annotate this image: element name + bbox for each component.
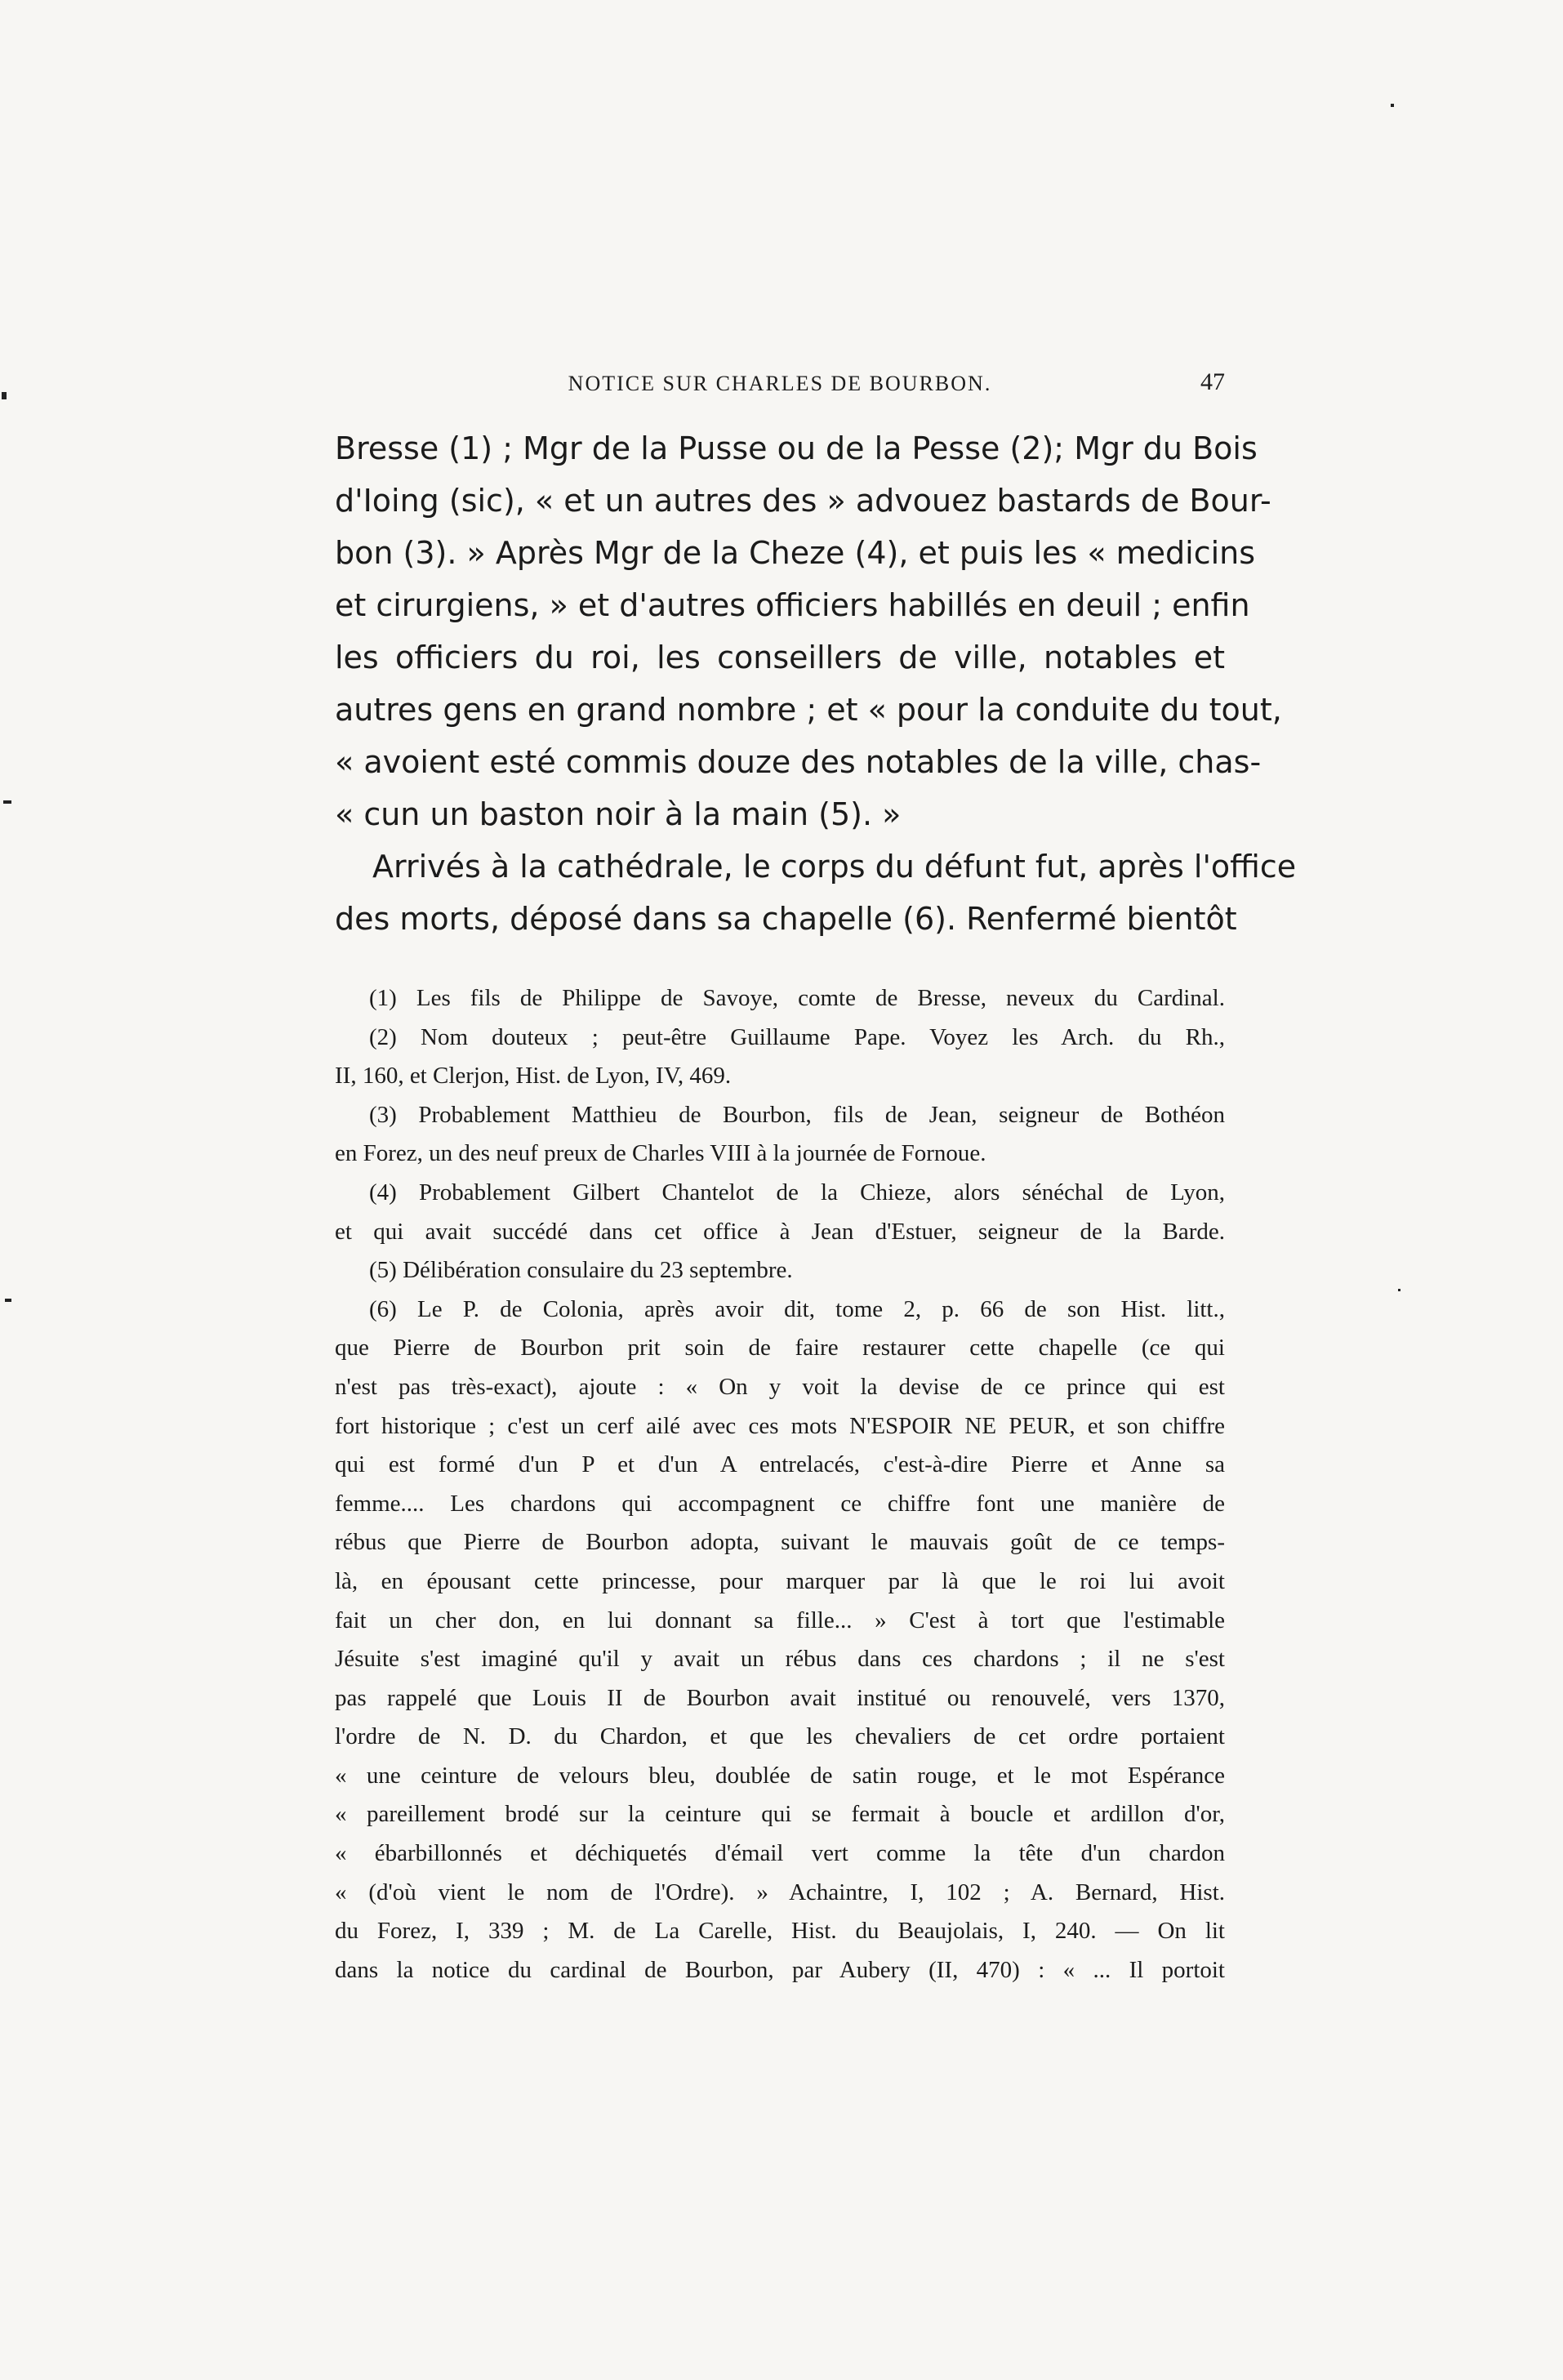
running-header bbox=[335, 368, 1225, 417]
footnote-line: n'est pas très-exact), ajoute : « On y voit la devise de ce prince qui est bbox=[335, 1373, 1225, 1400]
footnote-line: II, 160, et Clerjon, Hist. de Lyon, IV, 469. bbox=[335, 1063, 732, 1090]
footnote-line: du Forez, I, 339 ; M. de La Carelle, Hist. du Beaujolais, I, 240. — On lit bbox=[335, 1918, 1225, 1945]
footnote-line: fort historique ; c'est un cerf ailé avec ces mots N'ESPOIR NE PEUR, et son chiffre bbox=[335, 1412, 1225, 1439]
footnote-line: en Forez, un des neuf preux de Charles VIII à la journée de Fornoue. bbox=[335, 1140, 986, 1167]
footnote-line: rébus que Pierre de Bourbon adopta, suivant le mauvais goût de ce temps- bbox=[335, 1529, 1225, 1556]
footnote-line: (5) Délibération consulaire du 23 septembre. bbox=[369, 1257, 793, 1284]
footnote-line: « (d'où vient le nom de l'Ordre). » Achaintre, I, 102 ; A. Bernard, Hist. bbox=[335, 1879, 1225, 1905]
page-number: 47 bbox=[1200, 368, 1225, 395]
main-text bbox=[335, 422, 1297, 945]
footnote-line: (1) Les fils de Philippe de Savoye, comte de Bresse, neveux du Cardinal. bbox=[369, 985, 1225, 1011]
footnote-line: qui est formé d'un P et d'un A entrelacés, c'est-à-dire Pierre et Anne sa bbox=[335, 1451, 1225, 1478]
footnote-line: que Pierre de Bourbon prit soin de faire restaurer cette chapelle (ce qui bbox=[335, 1335, 1225, 1362]
book-page bbox=[335, 368, 1297, 1990]
footnote-line: (2) Nom douteux ; peut-être Guillaume Pape. Voyez les Arch. du Rh., bbox=[369, 1023, 1225, 1050]
footnote-line: pas rappelé que Louis II de Bourbon avait institué ou renouvelé, vers 1370, bbox=[335, 1684, 1225, 1711]
scan-mark bbox=[2, 392, 7, 399]
footnotes bbox=[335, 979, 1225, 1990]
footnote-line: fait un cher don, en lui donnant sa fille... » C'est à tort que l'estimable bbox=[335, 1607, 1225, 1633]
text-line: les officiers du roi, les conseillers de ville, notables et bbox=[335, 640, 1225, 675]
footnote-line: femme.... Les chardons qui accompagnent ce chiffre font une manière de bbox=[335, 1490, 1225, 1517]
footnote-line: dans la notice du cardinal de Bourbon, par Aubery (II, 470) : « ... Il portoit bbox=[335, 1956, 1225, 1983]
text-line: d'Ioing (sic), « et un autres des » advouez bastards de Bour- bbox=[335, 483, 1271, 519]
text-line: « cun un baston noir à la main (5). » bbox=[335, 796, 902, 832]
scan-mark bbox=[1391, 104, 1394, 107]
scan-mark bbox=[3, 800, 11, 804]
text-line: des morts, déposé dans sa chapelle (6). Renfermé bientôt bbox=[335, 901, 1237, 937]
text-line: bon (3). » Après Mgr de la Cheze (4), et puis les « medicins bbox=[335, 535, 1256, 571]
text-line: autres gens en grand nombre ; et « pour la conduite du tout, bbox=[335, 692, 1282, 728]
running-title: NOTICE SUR CHARLES DE BOURBON. bbox=[568, 372, 992, 395]
scan-mark bbox=[1398, 1289, 1400, 1291]
footnote-line: Jésuite s'est imaginé qu'il y avait un rébus dans ces chardons ; il ne s'est bbox=[335, 1646, 1225, 1673]
footnote-line: et qui avait succédé dans cet office à Jean d'Estuer, seigneur de la Barde. bbox=[335, 1218, 1225, 1245]
scan-mark bbox=[5, 1299, 11, 1302]
footnote-line: (3) Probablement Matthieu de Bourbon, fils de Jean, seigneur de Bothéon bbox=[369, 1101, 1225, 1128]
text-line: Arrivés à la cathédrale, le corps du défunt fut, après l'office bbox=[372, 849, 1297, 885]
text-line: et cirurgiens, » et d'autres officiers habillés en deuil ; enfin bbox=[335, 587, 1250, 623]
footnote-line: là, en épousant cette princesse, pour marquer par là que le roi lui avoit bbox=[335, 1567, 1225, 1594]
text-line: Bresse (1) ; Mgr de la Pusse ou de la Pesse (2); Mgr du Bois bbox=[335, 430, 1258, 466]
footnote-line: l'ordre de N. D. du Chardon, et que les chevaliers de cet ordre portaient bbox=[335, 1723, 1225, 1750]
text-line: « avoient esté commis douze des notables de la ville, chas- bbox=[335, 744, 1262, 780]
footnote-line: « ébarbillonnés et déchiquetés d'émail vert comme la tête d'un chardon bbox=[335, 1840, 1225, 1867]
footnote-line: « une ceinture de velours bleu, doublée de satin rouge, et le mot Espérance bbox=[335, 1762, 1225, 1789]
footnote-line: (6) Le P. de Colonia, après avoir dit, tome 2, p. 66 de son Hist. litt., bbox=[369, 1295, 1225, 1322]
footnote-line: « pareillement brodé sur la ceinture qui se fermait à boucle et ardillon d'or, bbox=[335, 1801, 1225, 1828]
footnote-line: (4) Probablement Gilbert Chantelot de la Chieze, alors sénéchal de Lyon, bbox=[369, 1179, 1225, 1206]
